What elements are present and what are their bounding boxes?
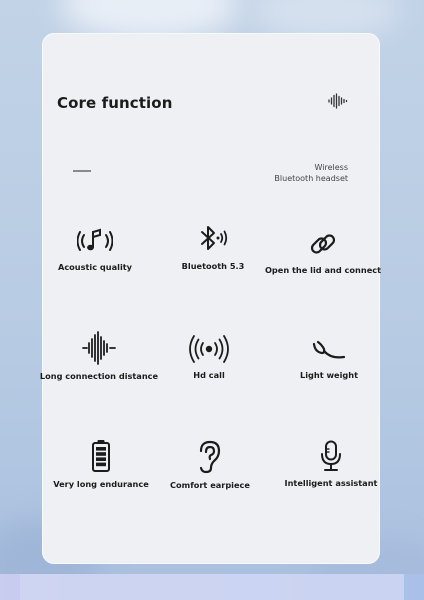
feature-label: Intelligent assistant bbox=[284, 478, 378, 488]
divider-dash bbox=[73, 170, 91, 172]
feature-label: Very long endurance bbox=[53, 479, 149, 489]
acoustic-note-icon bbox=[77, 226, 113, 256]
product-tagline bbox=[274, 162, 348, 184]
tagline-line-1: Wireless bbox=[314, 163, 348, 172]
tagline-line-2: Bluetooth headset bbox=[274, 174, 348, 183]
feature-label: Open the lid and connect bbox=[264, 265, 382, 275]
feature-card bbox=[39, 33, 382, 564]
feature-label: Bluetooth 5.3 bbox=[181, 261, 245, 271]
ear-icon bbox=[197, 440, 223, 474]
earbud-icon bbox=[311, 338, 347, 364]
microphone-icon bbox=[320, 440, 342, 472]
feature-label: Comfort earpiece bbox=[170, 480, 250, 490]
bluetooth-icon bbox=[195, 223, 231, 255]
feature-hd-call bbox=[139, 334, 279, 380]
feature-light-weight bbox=[259, 338, 399, 380]
feature-open-lid-connect bbox=[253, 229, 393, 275]
battery-icon bbox=[91, 439, 111, 473]
feature-label: Long connection distance bbox=[39, 371, 159, 381]
link-icon bbox=[308, 229, 338, 259]
signal-icon bbox=[189, 334, 229, 364]
bottom-strip-highlight bbox=[20, 574, 404, 600]
page-title: Core function bbox=[57, 94, 173, 112]
sound-wave-icon bbox=[328, 93, 348, 109]
waveform-icon bbox=[81, 331, 117, 365]
feature-label: Acoustic quality bbox=[57, 262, 133, 272]
feature-intelligent-assistant bbox=[261, 440, 401, 488]
feature-label: Hd call bbox=[193, 370, 225, 380]
feature-label: Light weight bbox=[299, 370, 358, 380]
feature-comfort-earpiece bbox=[140, 440, 280, 490]
